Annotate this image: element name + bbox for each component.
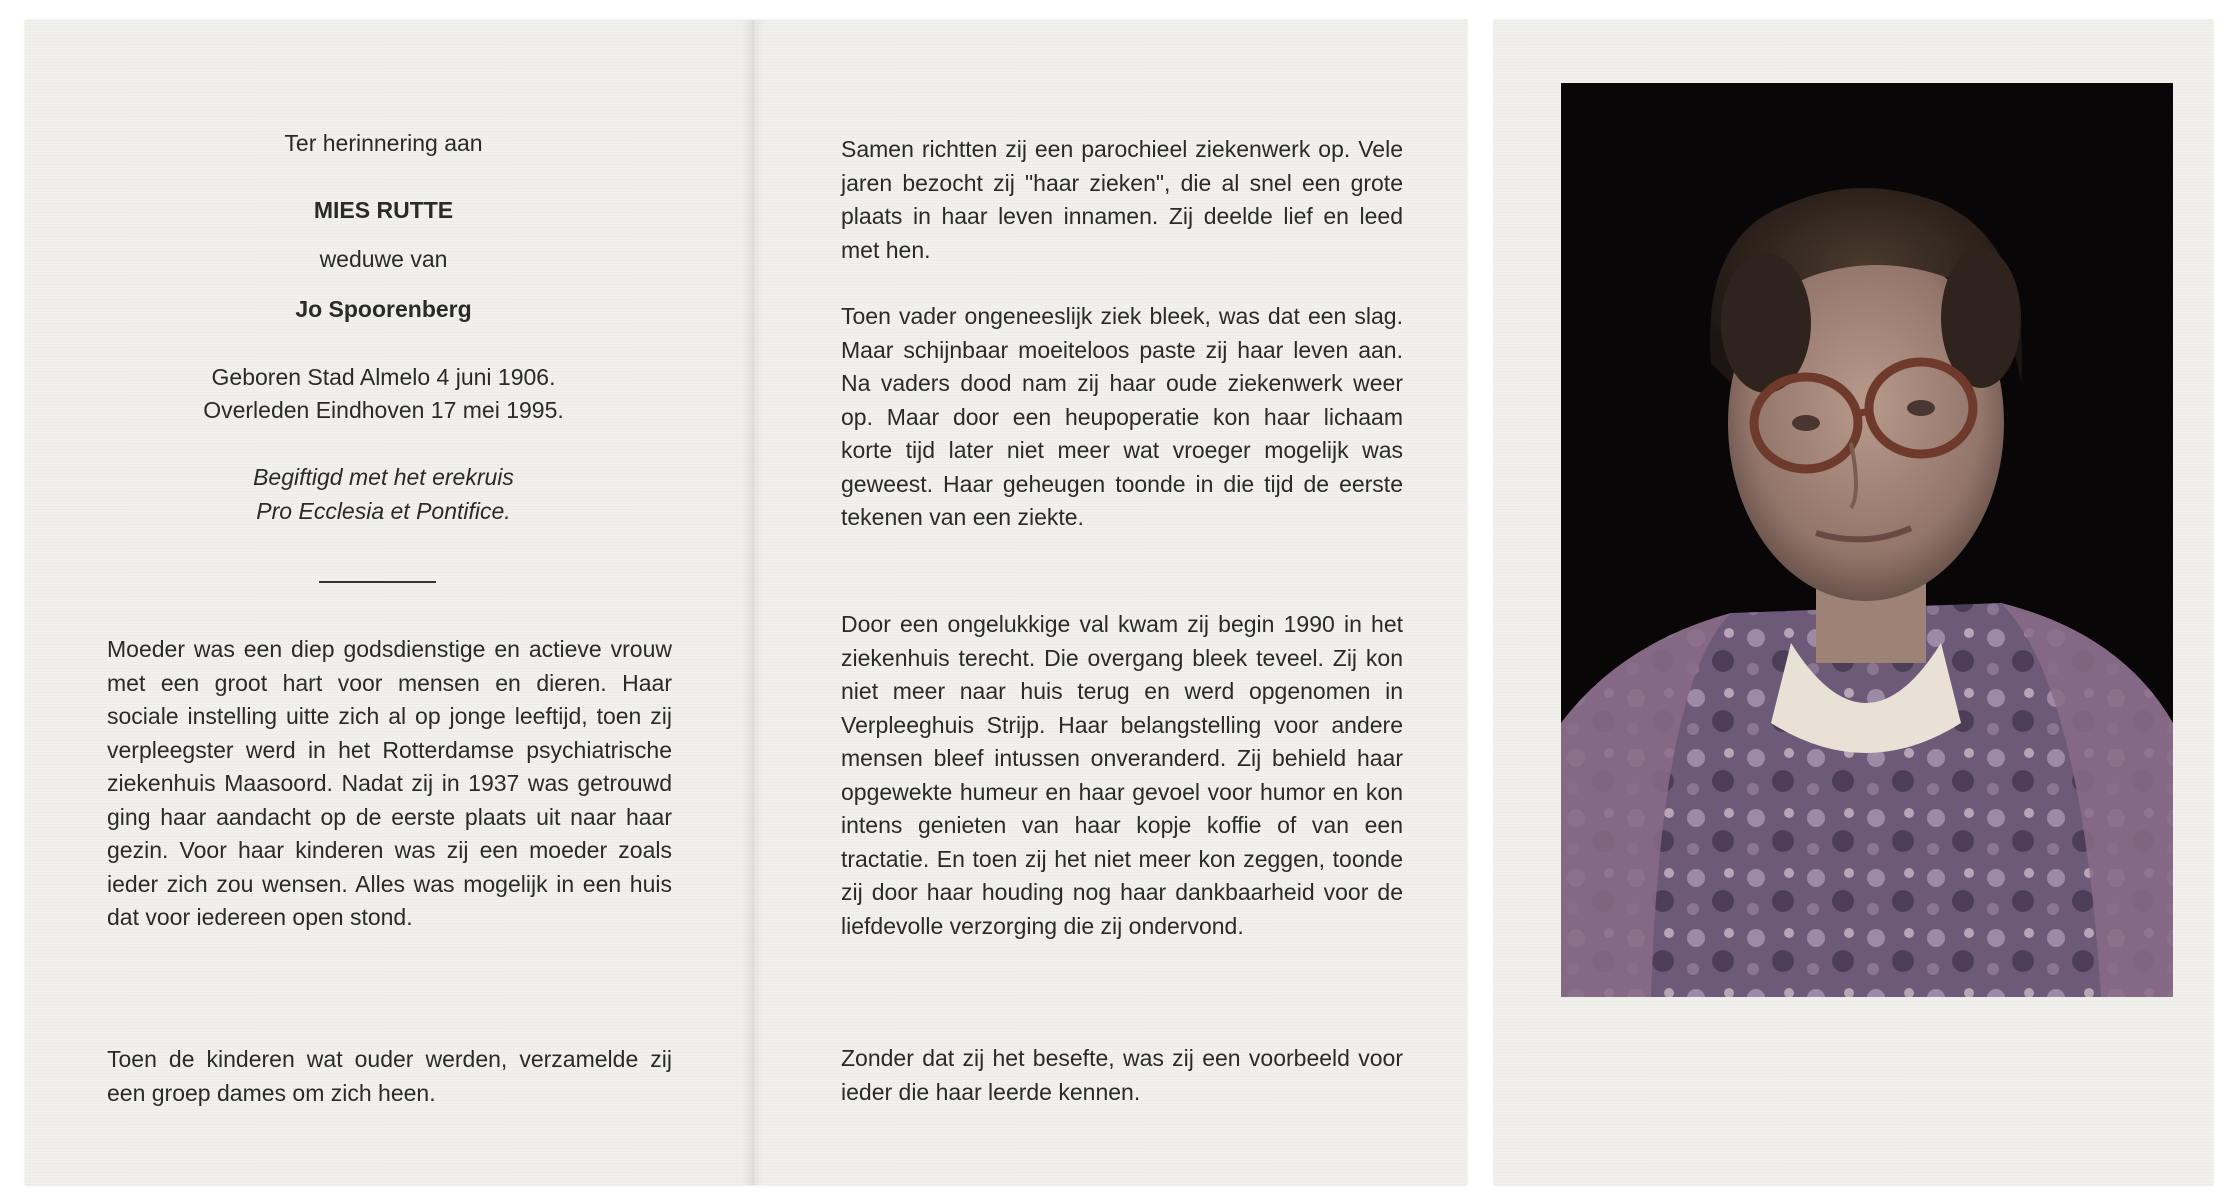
card-fold [742,20,764,1185]
death-line: Overleden Eindhoven 17 mei 1995. [203,397,564,423]
paragraph-nursing-home: Door een ongelukkige val kwam zij begin 1990 in het ziekenhuis terecht. Die overgang bleek teveel. Zij kon niet meer naar huis terug en werd opgenomen in Verpleeghuis Strijp. Haar belangstelling voor andere mensen bleef intussen onveranderd. Zij behield haar opgewekte humeur en haar gevoel voor humor en kon intens genieten van haar kopje koffie of van een tractatie. En toen zij het niet meer kon zeggen, toonde zij door haar houding nog haar dankbaarheid voor de liefdevolle verzorging die zij ondervond. [841,611,1403,939]
paragraph-example: Zonder dat zij het besefte, was zij een voorbeeld voor ieder die haar leerde kennen. [841,1045,1403,1105]
divider-line [319,581,436,583]
memorial-card-spread [25,20,1467,1185]
left-panel [25,20,742,1185]
photo-card [1494,20,2213,1185]
honor-line-1: Begiftigd met het erekruis [253,464,514,490]
honor-line-2: Pro Ecclesia et Pontifice. [256,498,511,524]
paragraph-parish: Samen richtten zij een parochieel ziekenwerk op. Vele jaren bezocht zij "haar zieken", die al snel een grote plaats in haar leven innamen. Zij deelde lief en leed met hen. [841,136,1403,263]
paragraph-group: Toen de kinderen wat ouder werden, verzamelde zij een groep dames om zich heen. [107,1046,672,1106]
portrait-photo [1561,83,2173,997]
right-panel [764,20,1467,1185]
intro-text: Ter herinnering aan [284,130,483,156]
paragraph-father: Toen vader ongeneeslijk ziek bleek, was dat een slag. Maar schijnbaar moeiteloos paste zij haar leven aan. Na vaders dood nam zij haar oude ziekenwerk weer op. Maar door een heupoperatie kon haar lichaam korte tijd later niet meer wat vroeger mogelijk was geweest. Haar geheugen toonde in die tijd de eerste tekenen van een ziekte. [841,303,1403,530]
spouse-name: Jo Spoorenberg [295,296,472,322]
paragraph-life: Moeder was een diep godsdienstige en actieve vrouw met een groot hart voor mensen en dieren. Haar sociale instelling uitte zich al op jonge leeftijd, toen zij verpleegster werd in het Rotterdamse psychiatrische ziekenhuis Maasoord. Nadat zij in 1937 was getrouwd ging haar aandacht op de eerste plaats uit naar haar gezin. Voor haar kinderen was zij een moeder zoals ieder zich zou wensen. Alles was mogelijk in een huis dat voor iedereen open stond. [107,636,672,930]
relation-text: weduwe van [319,246,448,272]
birth-line: Geboren Stad Almelo 4 juni 1906. [211,364,556,390]
deceased-name: MIES RUTTE [313,197,454,223]
